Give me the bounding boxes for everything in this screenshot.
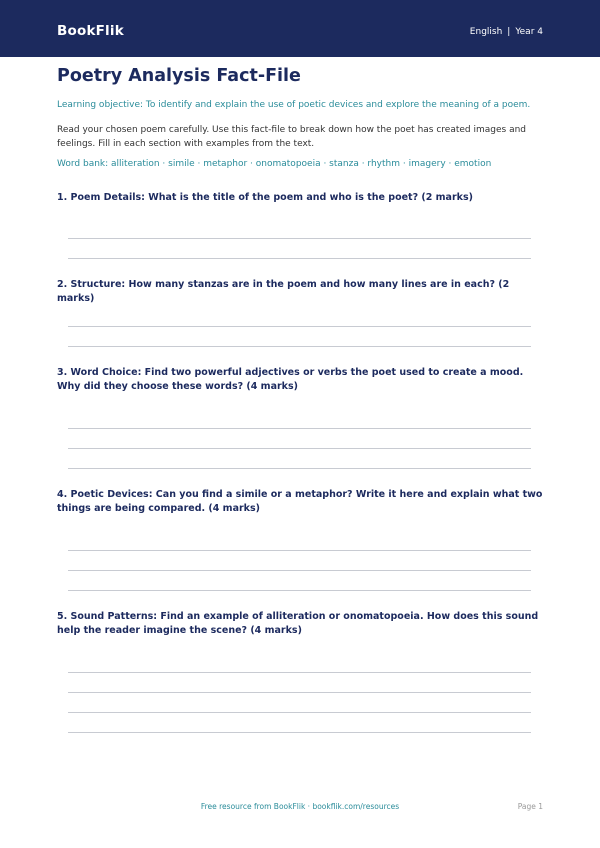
question-1: 1. Poem Details: What is the title of the poem and who is the poet? (2 marks) bbox=[57, 192, 473, 203]
question-3: 3. Word Choice: Find two powerful adjectives or verbs the poet used to create a mood. Why did they choose these words? (4 marks) bbox=[57, 367, 524, 392]
year-label: Year 4 bbox=[515, 27, 543, 37]
subject-year-label bbox=[470, 27, 543, 37]
answer-line[interactable] bbox=[68, 346, 531, 347]
answer-line[interactable] bbox=[68, 448, 531, 449]
header-bar bbox=[0, 0, 600, 57]
page-title: Poetry Analysis Fact-File bbox=[57, 66, 301, 86]
answer-line[interactable] bbox=[68, 570, 531, 571]
answer-line[interactable] bbox=[68, 428, 531, 429]
answer-line[interactable] bbox=[68, 326, 531, 327]
answer-line[interactable] bbox=[68, 590, 531, 591]
word-bank: Word bank: alliteration · simile · metaphor · onomatopoeia · stanza · rhythm · imagery · emotion bbox=[57, 159, 492, 169]
answer-line[interactable] bbox=[68, 550, 531, 551]
question-5: 5. Sound Patterns: Find an example of alliteration or onomatopoeia. How does this sound help the reader imagine the scene? (4 marks) bbox=[57, 611, 539, 636]
footer-text: Free resource from BookFlik · bookflik.com/resources bbox=[200, 802, 400, 811]
question-2: 2. Structure: How many stanzas are in the poem and how many lines are in each? (2 marks) bbox=[57, 279, 510, 304]
page-number: Page 1 bbox=[517, 802, 543, 811]
answer-line[interactable] bbox=[68, 692, 531, 693]
subject-label: English bbox=[469, 27, 503, 37]
learning-objective: Learning objective: To identify and explain the use of poetic devices and explore the meaning of a poem. bbox=[57, 100, 531, 110]
separator: | bbox=[507, 27, 511, 37]
answer-line[interactable] bbox=[68, 732, 531, 733]
question-4: 4. Poetic Devices: Can you find a simile or a metaphor? Write it here and explain what two things are being compared. (4 marks) bbox=[57, 489, 543, 514]
answer-line[interactable] bbox=[68, 468, 531, 469]
intro-text: Read your chosen poem carefully. Use this fact-file to break down how the poet has created images and feelings. Fill in each section with examples from the text. bbox=[57, 125, 526, 149]
answer-line[interactable] bbox=[68, 258, 531, 259]
answer-line[interactable] bbox=[68, 672, 531, 673]
answer-line[interactable] bbox=[68, 712, 531, 713]
brand-logo-text: BookFlik bbox=[57, 23, 124, 39]
answer-line[interactable] bbox=[68, 238, 531, 239]
